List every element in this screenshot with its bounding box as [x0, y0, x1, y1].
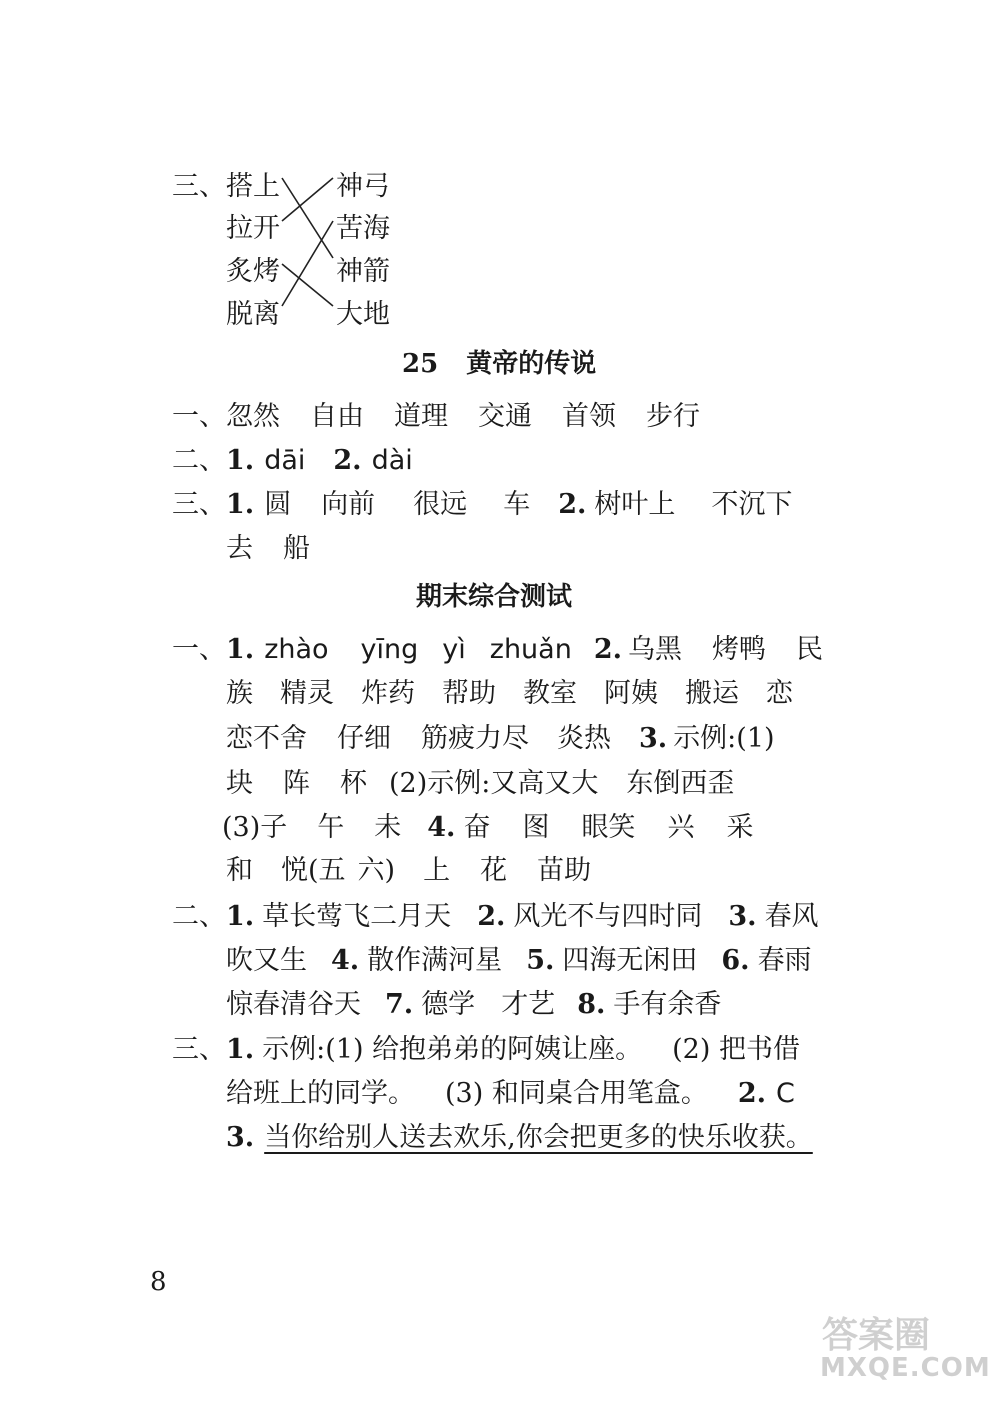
final-test-heading: 期末综合测试: [416, 582, 573, 612]
watermark-url: MXQE.COM: [820, 1353, 991, 1383]
l25-q3-line1: 三、1. 圆 向前 很远 车 2. 树叶上 不沉下: [172, 489, 793, 520]
lesson-number: 25: [402, 349, 439, 379]
matching-label: 三、: [172, 171, 226, 202]
match-right-4: 大地: [336, 299, 390, 330]
match-right-1: 神弓: [336, 171, 390, 202]
match-left-4: 脱离: [226, 299, 280, 330]
ft-q1-line2: 族 精灵 炸药 帮助 教室 阿姨 搬运 恋: [226, 678, 793, 709]
match-line-1: [282, 178, 333, 258]
l25-q1-word: 忽然: [226, 401, 280, 432]
underlined-answer: 当你给别人送去欢乐,你会把更多的快乐收获。: [264, 1122, 813, 1153]
ft-q3-line3: 3. 当你给别人送去欢乐,你会把更多的快乐收获。: [226, 1122, 813, 1153]
pinyin-answer: dài: [371, 445, 413, 476]
l25-q3-line2: 去 船: [226, 533, 310, 564]
ft-q2-line1: 二、1. 草长莺飞二月天 2. 风光不与四时同 3. 春风: [172, 901, 819, 932]
l25-q1-word: 交通: [478, 401, 532, 432]
l25-q1-word: 步行: [646, 401, 700, 432]
ft-q1-line6: 和 悦(五 六) 上 花 苗助: [226, 855, 592, 886]
ft-q2-line3: 惊春清谷天 7. 德学 才艺 8. 手有余香: [226, 989, 722, 1020]
ft-q1-line3: 恋不舍 仔细 筋疲力尽 炎热 3. 示例:(1): [226, 723, 775, 754]
match-right-3: 神箭: [336, 256, 390, 287]
match-left-2: 拉开: [226, 213, 280, 244]
ft-q2-line2: 吹又生 4. 散作满河星 5. 四海无闲田 6. 春雨: [226, 945, 812, 976]
l25-q1-word: 自由: [310, 401, 364, 432]
ft-q3-line1: 三、1. 示例:(1) 给抱弟弟的阿姨让座。 (2) 把书借: [172, 1034, 800, 1065]
pinyin-answer: dāi: [264, 445, 306, 476]
match-right-2: 苦海: [336, 213, 390, 244]
page-number: 8: [150, 1267, 167, 1297]
l25-q1-word: 首领: [562, 401, 616, 432]
matching-lines: [0, 0, 1000, 400]
lesson-title: 黄帝的传说: [466, 349, 597, 379]
ft-q1-line4: 块 阵 杯 (2)示例:又高又大 东倒西歪: [226, 768, 735, 799]
l25-q1-word: 道理: [394, 401, 448, 432]
ft-q3-line2: 给班上的同学。 (3) 和同桌合用笔盒。 2. C: [226, 1078, 795, 1109]
match-left-1: 搭上: [226, 171, 280, 202]
l25-q2: 二、1. dāi 2. dài: [172, 445, 413, 476]
match-left-3: 炙烤: [226, 256, 280, 287]
watermark-logo: 答案圈: [822, 1315, 931, 1356]
match-line-4: [282, 221, 333, 306]
ft-q1-line1: 一、1. zhào yīng yì zhuǎn 2. 乌黑 烤鸭 民: [172, 634, 824, 665]
ft-q1-line5: (3)子 午 未 4. 奋 图 眼笑 兴 采: [222, 812, 754, 843]
lesson-heading: [402, 343, 596, 380]
match-line-3: [282, 264, 333, 306]
match-line-2: [282, 178, 333, 221]
l25-q1: 一、忽然 自由 道理 交通 首领 步行: [172, 401, 700, 432]
